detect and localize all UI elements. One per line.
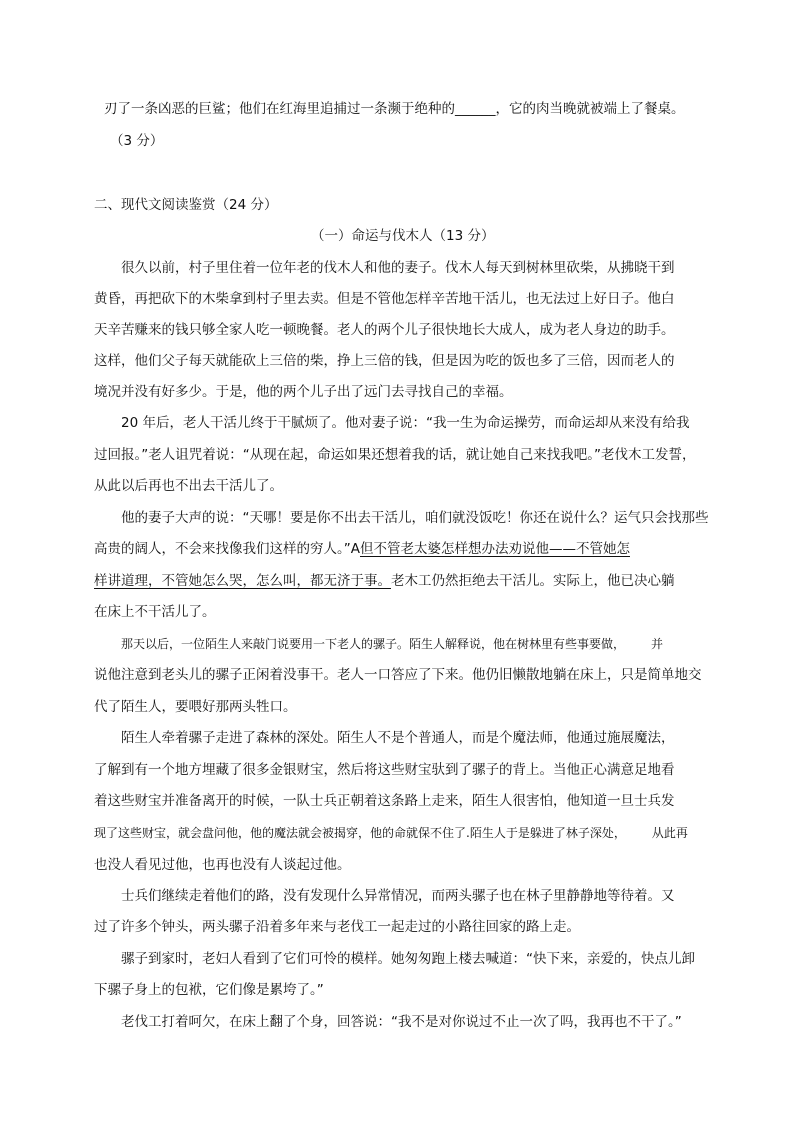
paragraph-line: 境况并没有好多少。于是，他的两个儿子出了远门去寻找自己的幸福。 bbox=[94, 384, 513, 400]
paragraph-line: 很久以前，村子里住着一位年老的伐木人和他的妻子。伐木人每天到树林里砍柴，从拂晓干到 bbox=[121, 260, 675, 276]
paragraph-line: 了解到有一个地方埋藏了很多金银财宝，然后将这些财宝驮到了骡子的背上。当他正心满意足地看 bbox=[94, 762, 675, 778]
line-text: 从此再 bbox=[651, 826, 688, 840]
paragraph-line: 过了许多个钟头，两头骡子沿着多年来与老伐工一起走过的小路往回家的路上走。 bbox=[94, 919, 580, 935]
paragraph-line: 下骡子身上的包袱，它们像是累垮了。” bbox=[94, 982, 324, 998]
paragraph-line: 士兵们继续走着他们的路，没有发现什么异常情况，而两头骡子也在林子里静静地等待着。又 bbox=[121, 888, 675, 904]
line-text: 现了这些财宝，就会盘问他，他的魔法就会被揭穿，他的命就保不住了.陌生人于是躲进了林子深处， bbox=[94, 826, 626, 840]
paragraph-line: 着这些财宝并准备离开的时候，一队士兵正朝着这条路上走来，陌生人很害怕，他知道一旦士兵发 bbox=[94, 793, 675, 809]
paragraph-line: 老伐工打着呵欠，在床上翻了个身，回答说：“我不是对你说过不止一次了吗，我再也不干了。” bbox=[121, 1014, 682, 1030]
paragraph-line: 天辛苦赚来的钱只够全家人吃一顿晚餐。老人的两个儿子很快地长大成人，成为老人身边的助手。 bbox=[94, 322, 675, 338]
paragraph-line: 过回报。”老人诅咒着说：“从现在起，命运如果还想着我的话，就让她自己来找我吧。”老伐木工发誓， bbox=[94, 447, 696, 463]
paragraph-line: 他的妻子大声的说：“天哪！要是你不出去干活儿，咱们就没饭吃！你还在说什么？运气只会找那些 bbox=[121, 510, 709, 526]
paragraph-line: 从此以后再也不出去干活儿了。 bbox=[94, 478, 283, 494]
underlined-sentence-a: 但不管老太婆怎样想办法劝说他——不管她怎 bbox=[359, 541, 630, 557]
passage-title: （一）命运与伐木人（13 分） bbox=[311, 228, 495, 244]
paragraph-line bbox=[0, 823, 794, 843]
question-score: （3 分） bbox=[110, 133, 164, 149]
paragraph-line: 这样，他们父子每天就能砍上三倍的柴，挣上三倍的钱，但是因为吃的饭也多了三倍，因而老人的 bbox=[94, 353, 675, 369]
section-title: 二、现代文阅读鉴赏（24 分） bbox=[94, 197, 278, 213]
underlined-sentence-a-cont: 样讲道理，不管她怎么哭，怎么叫，都无济于事。 bbox=[94, 573, 391, 589]
paragraph-line: 代了陌生人，要喂好那两头牲口。 bbox=[94, 699, 297, 715]
paragraph-line: 也没人看见过他，也再也没有人谈起过他。 bbox=[94, 857, 351, 873]
paragraph-line: 在床上不干活儿了。 bbox=[94, 604, 216, 620]
paragraph-line: 骡子到家时，老妇人看到了它们可怜的模样。她匆匆跑上楼去喊道：“快下来，亲爱的，快点儿卸 bbox=[121, 951, 695, 967]
question-line: 刃了一条凶恶的巨鲨；他们在红海里追捕过一条濒于绝种的______，它的肉当晚就被端上了餐桌。 bbox=[104, 101, 685, 117]
paragraph-line: 黄昏，再把砍下的木柴拿到村子里去卖。但是不管他怎样辛苦地干活儿，也无法过上好日子。他白 bbox=[94, 291, 675, 307]
paragraph-line: 说他注意到老头儿的骡子正闲着没事干。老人一口答应了下来。他仍旧懒散地躺在床上，只是简单地交 bbox=[94, 667, 702, 683]
paragraph-line bbox=[0, 634, 794, 654]
line-text: 那天以后，一位陌生人来敲门说要用一下老人的骡子。陌生人解释说，他在树林里有些事要做， bbox=[121, 637, 626, 651]
paragraph-line: 陌生人牵着骡子走进了森林的深处。陌生人不是个普通人，而是个魔法师，他通过施展魔法， bbox=[121, 730, 675, 746]
line-text: 并 bbox=[651, 637, 664, 651]
paragraph-line bbox=[0, 539, 794, 559]
paragraph-line: 20 年后，老人干活儿终于干腻烦了。他对妻子说：“我一生为命运操劳，而命运却从来没有给我 bbox=[121, 415, 690, 431]
line-text: 高贵的阔人，不会来找像我们这样的穷人。”A bbox=[94, 541, 360, 557]
paragraph-line bbox=[0, 571, 794, 591]
line-text: 老木工仍然拒绝去干活儿。实际上，他已决心躺 bbox=[391, 573, 675, 589]
